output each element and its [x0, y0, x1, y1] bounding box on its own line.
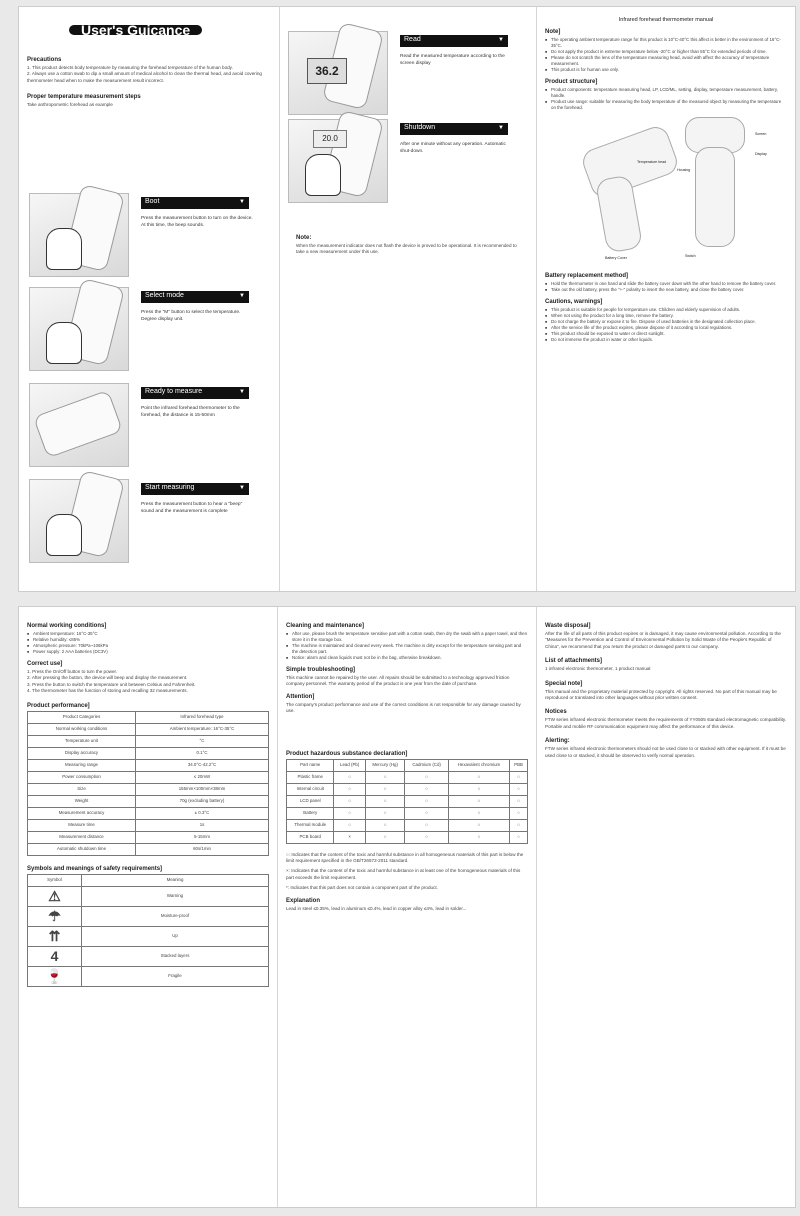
alerting-text: FTW series infrared electronic thermometers should not be used close to or stacked with other equipment. If it must be used close to or stacked, it should be observed to verify normal operation. [545, 746, 786, 758]
guide-title: User's Guicance [69, 25, 202, 35]
diagram-label: Switch [685, 254, 696, 258]
correct-use-item: 4. The thermometer has the function of storing and recalling 32 measurements. [27, 688, 188, 694]
lcd-display: 36.2 [307, 58, 347, 84]
symbols-table [27, 874, 269, 987]
table-cell: Moisture-proof [82, 906, 269, 926]
table-cell: × [334, 831, 365, 843]
table-cell: Temperature unit [28, 735, 136, 747]
list-item: ■ After use, please brush the temperature sensitive part with a cotton swab, then dry the swab with a paper towel, and then store it in the storage box. [286, 631, 528, 643]
table-cell: ○ [448, 807, 509, 819]
troubleshooting-heading: Simple troubleshooting] [286, 667, 355, 673]
battery-list [545, 281, 787, 293]
list-item: ■ Atmospheric pressure: 70kPa~106kPa [27, 643, 269, 649]
table-cell: ○ [405, 795, 448, 807]
performance-heading: Product performance] [27, 702, 90, 709]
table-cell: Internal circuit [287, 783, 334, 795]
conditions-list [27, 631, 269, 655]
product-diagram [545, 117, 787, 267]
table-cell: °C [136, 735, 269, 747]
step-start-measuring [29, 479, 253, 563]
diagram-label: Battery Cover [605, 256, 627, 260]
hazard-note: ○: Indicates that the content of the toxic and harmful substance in all homogeneous materials of this part is below the limit requirement specified in the GB/T26572-2011 standard. [286, 851, 524, 864]
list-item: ■ Take out the old battery, press the "+-" polarity to insert the new battery, and close the battery cover. [545, 287, 787, 293]
table-row [28, 795, 269, 807]
table-row [28, 783, 269, 795]
table-row [28, 831, 269, 843]
thermometer-front-handle-image [695, 147, 735, 247]
up-arrows-icon: ⇈ [28, 926, 82, 946]
bottom-left-column [19, 607, 277, 1207]
stack-limit-icon: 4 [28, 946, 82, 966]
table-row [28, 843, 269, 855]
top-left-column [19, 7, 279, 591]
table-cell: 1s [136, 819, 269, 831]
list-item: ■ Product use range: suitable for measuring the body temperature of the measured object by measuring the temperature on the forehead. [545, 99, 787, 111]
table-cell: 5-15mm [136, 831, 269, 843]
performance-table [27, 711, 269, 856]
table-header: Part name [287, 759, 334, 771]
table-cell: ○ [365, 819, 405, 831]
table-header: Lead (Pb) [334, 759, 365, 771]
table-row [28, 735, 269, 747]
table-cell: ○ [334, 819, 365, 831]
table-row [28, 966, 269, 986]
table-cell: ○ [405, 771, 448, 783]
cleaning-heading: Cleaning and maintenance] [286, 623, 365, 629]
correct-use-item: 3. Press the button to switch the temperature unit between Celsius and Fahrenheit. [27, 681, 196, 687]
table-cell: 0.1°C [136, 747, 269, 759]
table-header: Symbol [28, 874, 82, 886]
hazard-heading: Product hazardous substance declaration] [286, 750, 408, 757]
table-row [28, 723, 269, 735]
table-header: Cadmium (Cd) [405, 759, 448, 771]
list-item: ■ After the service life of the product expires, please dispose of it according to local regulations. [545, 325, 787, 331]
table-cell: Up [82, 926, 269, 946]
table-cell: Power consumption [28, 771, 136, 783]
table-cell: Battery [287, 807, 334, 819]
bottom-right-column [537, 607, 795, 1207]
step-boot [29, 193, 253, 277]
list-item: ■ Notice: alarm and clean liquids must not be in the bag, otherwise breakdown. [286, 655, 528, 661]
table-cell: ○ [510, 771, 528, 783]
table-row [28, 819, 269, 831]
table-cell: ○ [448, 831, 509, 843]
table-cell: Measuring range [28, 759, 136, 771]
step-photo [29, 193, 129, 277]
table-row [28, 807, 269, 819]
table-row [287, 831, 528, 843]
list-item: ■ Do not immerse the product in water or other liquids. [545, 337, 787, 343]
step-photo [29, 479, 129, 563]
symbols-heading: Symbols and meanings of safety requirements] [27, 865, 163, 872]
waste-heading: Waste disposal] [545, 623, 591, 629]
structure-heading: Product structure] [545, 79, 598, 85]
table-cell: Measure time [28, 819, 136, 831]
cleaning-list [286, 631, 528, 661]
list-item: ■ The operating ambient temperature range for this product is 10°C-40°C this affect is better in the environment of 16°C-35°C. [545, 37, 787, 49]
alerting-heading: Alerting: [545, 738, 570, 745]
warning-icon: ⚠ [28, 886, 82, 906]
table-cell: ○ [365, 783, 405, 795]
table-cell: ○ [448, 795, 509, 807]
step-description: Point the infrared forehead thermometer to the forehead, the distance is 15-50mm [141, 406, 240, 418]
list-item: ■ When not using the product for a long time, remove the battery. [545, 313, 787, 319]
table-cell: ○ [334, 783, 365, 795]
table-row [28, 946, 269, 966]
step-description: Read the measured temperature according to the screen display [400, 54, 505, 66]
table-row [287, 783, 528, 795]
manual-title: Infrared forehead thermometer manual [618, 17, 714, 23]
step-description: After one minute without any operation. Automatic shut-down. [400, 142, 506, 154]
hand-icon [46, 228, 82, 270]
table-row [28, 747, 269, 759]
table-cell: ○ [448, 771, 509, 783]
list-item: ■ Do not charge the battery or expose it to fire. Dispose of used batteries in the designated collection place. [545, 319, 787, 325]
diagram-label: Housing [677, 168, 691, 172]
table-row [28, 926, 269, 946]
note-text: When the measurement indicator does not flash the device is proved to be operational. It is recommended to take a new measurement under this use. [296, 243, 517, 255]
table-header: Mercury (Hg) [365, 759, 405, 771]
step-label: Ready to measure ▼ [141, 387, 249, 399]
table-cell: ○ [510, 807, 528, 819]
table-cell: Plastic frame [287, 771, 334, 783]
table-cell: Thermal module [287, 819, 334, 831]
step-select-mode [29, 287, 253, 371]
table-cell: ○ [365, 771, 405, 783]
table-row [287, 795, 528, 807]
explanation-text: Lead in steel ≤0.35%, lead in aluminum ≤0.4%, lead in copper alloy ≤4%, lead in solder... [286, 905, 467, 911]
attention-text: The company's product performance and use of the correct conditions is not responsible for any damage caused by use. [286, 701, 521, 714]
table-cell: ○ [405, 807, 448, 819]
table-cell: ○ [510, 831, 528, 843]
table-cell: Measurement distance [28, 831, 136, 843]
list-item: ■ Power supply: 2 AAA batteries (DC3V) [27, 649, 269, 655]
table-cell: Normal working conditions [28, 723, 136, 735]
hand-icon [46, 514, 82, 556]
diagram-label: Screen [755, 132, 767, 136]
table-row [28, 906, 269, 926]
table-cell: ± 0.3°C [136, 807, 269, 819]
table-cell: ○ [365, 831, 405, 843]
table-cell: 34.0°C-42.2°C [136, 759, 269, 771]
table-cell: LCD panel [287, 795, 334, 807]
table-cell: ○ [510, 783, 528, 795]
diagram-label: Temperature head [637, 160, 667, 164]
note-block [296, 229, 526, 256]
step-read [288, 31, 512, 115]
list-item: ■ This product should be exposed to water or direct sunlight. [545, 331, 787, 337]
table-cell: ○ [405, 819, 448, 831]
hand-icon [46, 322, 82, 364]
list-item: ■ Ambient temperature: 16°C-35°C [27, 631, 269, 637]
step-photo [29, 287, 129, 371]
list-item: ■ Product components: temperature measuring head, LP, LCD/ML, setting, display, temperature measurement, battery, handle. [545, 87, 787, 99]
table-cell: Ambient temperature: 16°C-35°C [136, 723, 269, 735]
table-cell: Stacked layers [82, 946, 269, 966]
table-row [28, 771, 269, 783]
table-cell: ○ [334, 795, 365, 807]
table-cell: Warning [82, 886, 269, 906]
hand-icon [305, 154, 341, 196]
table-row [287, 807, 528, 819]
table-cell: Infrared forehead type [136, 711, 269, 723]
precaution-item: 1. This product detects body temperature by measuring the forehead temperature of the human body. [27, 65, 233, 70]
list-item: ■ Do not apply the product in extreme temperature below -20°C or higher than 55°C for extended periods of time. [545, 49, 787, 55]
step-photo [288, 31, 388, 115]
table-row [28, 711, 269, 723]
waste-text: After the life of all parts of this product expires or is damaged, it may cause environmental pollution. According to the "Measures for the Prevention and Control of Environmental Pollution by Solid Waste of the People's Republic of China", we recommend that you return the product or damaged parts to our company. [545, 631, 781, 649]
table-cell: ○ [365, 807, 405, 819]
special-note-text: This manual and the proprietary material protected by copyright. All rights reserved. No part of this manual may be reproduced or translated into other languages without prior written consent. [545, 688, 777, 701]
list-item: ■ Relative humidity: ≤85% [27, 637, 269, 643]
table-cell: ○ [405, 783, 448, 795]
step-description: Press the measurement button to hear a "beep" sound and the measurement is complete [141, 502, 243, 514]
table-header: Hexavalent chromium [448, 759, 509, 771]
cautions-heading: Cautions, warnings] [545, 299, 603, 305]
list-item: ■ The machine is maintained and cleaned every week. The machine is dirty except for the temperature sensing part and the detection part. [286, 643, 528, 655]
table-cell: ≤ 20mW [136, 771, 269, 783]
table-cell: Measurement accuracy [28, 807, 136, 819]
table-cell: Fragile [82, 966, 269, 986]
table-cell: ○ [510, 819, 528, 831]
step-description: Press the measurement button to turn on the device. At this time, the beep sounds. [141, 216, 253, 228]
table-cell: 60s/1min [136, 843, 269, 855]
battery-heading: Battery replacement method] [545, 273, 629, 279]
step-label: Select mode ▼ [141, 291, 249, 303]
table-cell: ○ [510, 795, 528, 807]
table-row [28, 886, 269, 906]
table-header: PBB [510, 759, 528, 771]
list-item: ■ This product is suitable for people for temperature use. Children and elderly supervision of adults. [545, 307, 787, 313]
correct-use-heading: Correct use] [27, 661, 63, 667]
step-description: Press the "M" button to select the temperature. Degree display unit. [141, 310, 241, 322]
step-label: Start measuring ▼ [141, 483, 249, 495]
troubleshooting-text: This machine cannot be repaired by the user. All repairs should be submitted to a technology approved friction company personnel. The warranty period of the product is one year from the date of purchase. [286, 675, 510, 687]
note-heading: Note] [545, 29, 561, 35]
umbrella-icon: ☂ [28, 906, 82, 926]
hazard-table [286, 759, 528, 844]
steps-heading: Proper temperature measurement steps [27, 94, 141, 101]
table-cell: Size [28, 783, 136, 795]
correct-use-item: 1. Press the On/Off button to turn the power. [27, 669, 118, 674]
table-cell: ○ [405, 831, 448, 843]
special-note-heading: Special note] [545, 680, 583, 687]
attention-heading: Attention] [286, 693, 315, 700]
hazard-note: *: Indicates that this part does not contain a component part of the product. [286, 885, 438, 891]
bottom-middle-column [278, 607, 536, 1207]
correct-use-item: 2. After pressing the button, the device will beep and display the measurement. [27, 675, 188, 681]
lcd-display: 20.0 [313, 130, 347, 148]
list-item: ■ Hold the thermometer in one hand and slide the battery cover down with the other hand to remove the battery cover. [545, 281, 787, 287]
top-sheet [18, 6, 796, 592]
table-cell: Weight [28, 795, 136, 807]
diagram-label: Display [755, 152, 767, 156]
table-cell: 70g (excluding battery) [136, 795, 269, 807]
top-middle-column [280, 7, 536, 591]
bottom-sheet [18, 606, 796, 1208]
notices-text: FTW series infrared electronic thermometer meets the requirements of YY0505 standard electromagnetic compatibility. Portable and mobile RF communication equipment may affect the performance of this device. [545, 717, 787, 729]
top-right-column [537, 7, 795, 591]
table-cell: ○ [334, 807, 365, 819]
step-label: Boot ▼ [141, 197, 249, 209]
table-cell: Display accuracy [28, 747, 136, 759]
hazard-notes [286, 852, 528, 892]
list-item: ■ This product is for human use only. [545, 67, 787, 73]
list-item: ■ Please do not scratch the lens of the temperature measuring head, avoid with affect the accuracy of temperature measurement. [545, 55, 787, 67]
note-list [545, 37, 787, 73]
step-ready [29, 383, 253, 467]
attachments-heading: List of attachments] [545, 658, 603, 665]
table-header: Meaning [82, 874, 269, 886]
note-heading: Note: [296, 235, 312, 241]
table-cell: ○ [448, 819, 509, 831]
step-shutdown [288, 119, 512, 203]
hazard-note: ×: Indicates that the content of the toxic and harmful substance in at least one of the homogeneous materials of this part exceeds the limit requirement. [286, 868, 521, 880]
precaution-item: 2. Always use a cotton swab to dip a small amount of medical alcohol to clean the thermal head, and avoid covering thermometer head when to make the measurement result incorrect. [27, 71, 262, 83]
precautions-heading: Precautions [27, 57, 62, 63]
table-row [287, 819, 528, 831]
cautions-list [545, 307, 787, 343]
table-cell: 155mm×100mm×38mm [136, 783, 269, 795]
step-label: Read ▼ [400, 35, 508, 47]
table-cell: ○ [448, 783, 509, 795]
table-cell: ○ [365, 795, 405, 807]
table-cell: Automatic shutdown time [28, 843, 136, 855]
steps-subheading: Take anthropometric forehead as example [27, 102, 113, 108]
notices-heading: Notices [545, 709, 567, 716]
table-row [28, 759, 269, 771]
conditions-heading: Normal working conditions] [27, 623, 107, 629]
table-cell: PCB board [287, 831, 334, 843]
table-cell: Product Categories [28, 711, 136, 723]
step-photo [288, 119, 388, 203]
attachments-text: 1 infrared electronic thermometer, 1 product manual [545, 666, 651, 672]
step-photo [29, 383, 129, 467]
step-label: Shutdown ▼ [400, 123, 508, 135]
table-row [287, 771, 528, 783]
structure-list [545, 87, 787, 111]
explanation-heading: Explanation [286, 897, 321, 904]
fragile-glass-icon: 🍷 [28, 966, 82, 986]
table-cell: ○ [334, 771, 365, 783]
